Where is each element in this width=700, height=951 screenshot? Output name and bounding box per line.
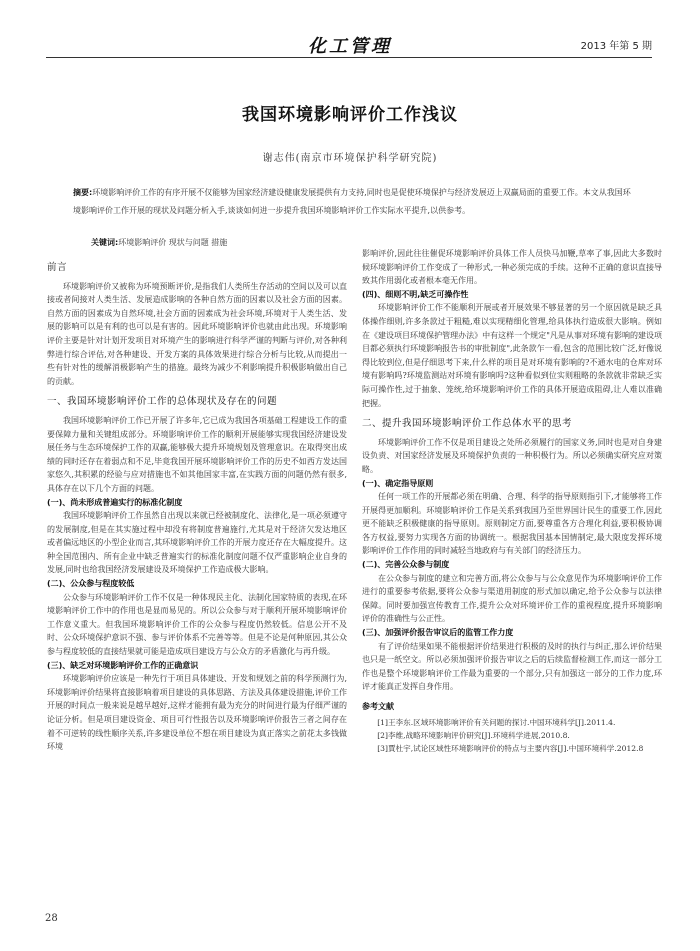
page-header: [46, 33, 652, 57]
subsection-5-heading: (一)、确定指导原则: [362, 478, 434, 488]
section-2-heading: 二、提升我国环境影响评价工作总体水平的思考: [362, 418, 573, 430]
preface-paragraph: 环境影响评价又被称为环境预断评价,是指我们人类所生存活动的空间以及可以直接或者间接对人类生活、发展造成影响的各种自然方面的因素以及社会方面的因素。自然方面的因素成为自然环境,社会方面的因素成为社会环境,环境对于人类生活、发展的影响可以是有利的也可以是有害的。因此环境影响评价也就由此出现。环境影响评价主要是针对计划开发项目对环境产生的影响进行科学严谨的判断与评价,对各种利弊进行综合评估,对各种建设、开发方案的具体效果进行综合分析与比较,从而提出一些有针对性的缓解消极影响产生的措施。最终为减少不利影响提升积极影响做出自己的贡献。: [47, 281, 347, 386]
subsection-2-paragraph: 公众参与环境影响评价工作不仅是一种体现民主化、法制化国家特质的表现,在环境影响评价工作中的作用也是显而易见的。所以公众参与对于顺利开展环境影响评价工作意义重大。但我国环境影响评价工作的公众参与程度仍然较低。信息公开不及时、公众环境保护意识不强、参与评价体系不完善等等。但是不论是何种原因,其公众参与程度较低的直接结果就可能是造成项目建设方与公众方的矛盾激化与再升级。: [47, 592, 347, 657]
references-heading: 参考文献: [362, 702, 394, 711]
subsection-1-paragraph: 我国环境影响评价工作虽然自出现以来就已经被制度化、法律化,是一项必须遵守的发展制度,但是在其实施过程中却没有将制度普遍施行,尤其是对于经济欠发达地区或者偏远地区的小型企业而言,其环境影响评价工作的开展力度还存在大幅度提升。这种全国范围内、所有企业中缺乏普遍实行的标准化制度问题不仅严重影响企业自身的发展,同时也给我国经济发展建设及环境保护工作造成极大影响。: [47, 511, 347, 575]
keywords-text: 环境影响评价 现状与问题 措施: [118, 238, 228, 247]
article-author: 谢志伟(南京市环境保护科学研究院): [262, 153, 438, 164]
keywords-label: 关键词:: [91, 238, 119, 247]
subsection-1-heading: (一)、尚未形成普遍实行的标准化制度: [47, 497, 183, 507]
subsection-3-heading: (三)、缺乏对环境影响评价工作的正确意识: [47, 660, 199, 670]
header-divider: [46, 57, 652, 58]
subsection-7-paragraph: 有了评价结果如果不能根据评价结果进行积极的及时的执行与纠正,那么评价结果也只是一纸空文。所以必须加强评价报告审议之后的后续监督检测工作,而这一部分工作也是整个环境影响评价工作最为重要的一个部分,只有加强这一部分的工作力度,环评才能真正发挥自身作用。: [362, 641, 662, 692]
subsection-4-heading: (四)、细则不明,缺乏可操作性: [362, 289, 469, 299]
subsection-5-paragraph: 任何一项工作的开展都必须在明确、合理、科学的指导原则指引下,才能够将工作开展得更加顺利。环境影响评价工作是关系到我国乃至世界国计民生的重要工作,因此更不能缺乏积极健康的指导原则。原则制定方面,要尊重各方合理化利益,要积极协调各方权益,要努力实现各方面的协调统一。根据我国基本国情制定,最大限度发挥环境影响评价工作作用的同时减轻当地政府与有关部门的经济压力。: [362, 492, 662, 556]
right-column: [362, 247, 662, 756]
reference-item: [1]王李东.区域环境影响评价有关问题的探讨.中国环境科学[J].2011.4.: [377, 717, 616, 727]
subsection-2-heading: (二)、公众参与程度较低: [47, 579, 135, 589]
preface-heading: 前言: [47, 262, 68, 273]
section-1-heading: 一、我国环境影响评价工作的总体现状及存在的问题: [47, 396, 278, 408]
subsection-7-heading: (三)、加强评价报告审议后的监管工作力度: [362, 628, 514, 638]
left-column: [47, 254, 347, 754]
journal-name: 化工管理: [308, 36, 392, 57]
subsection-4-paragraph: 环境影响评价工作不能顺利开展或者开展效果不够显著的另一个原因就是缺乏具体操作细则,许多条款过于粗糙,难以实现精细化管理,给具体执行造成很大影响。例如在《建设项目环境保护管理办法》中有这样一个规定"凡是从事对环境有影响的建设项目都必须执行环境影响报告书的审批制度",此条款乍一看,包含的范围比较广泛,好像说得比较到位,但是仔细思考下来,什么样的项目是对环境有影响的?不通水电的仓库对环境有影响吗?环境监测站对环境有影响吗?这种看似到位实则粗略的条款就非常缺乏实际可操作性,过于抽象、笼统,给环境影响评价工作的具体开展造成阻碍,让人难以准确把握。: [362, 303, 662, 408]
reference-item: [3]賈杜宇,试论区域性环境影响评价的特点与主要内容[J].中国环境科学.2012.8: [377, 744, 644, 754]
section-2-paragraph: 环境影响评价工作不仅是项目建设之处所必须履行的国家义务,同时也是对自身建设负责、对国家经济发展及环境保护负责的一种积极行为。所以必须确实研究应对策略。: [362, 437, 662, 474]
abstract-label: 摘要:: [73, 188, 93, 197]
abstract-text: 环境影响评价工作的有序开展不仅能够为国家经济建设健康发展提供有力支持,同时也是促使环境保护与经济发展迈上双赢局面的重要工作。本文从我国环境影响评价工作开展的现状及问题分析入手,谈谈如何进一步提升我国环境影响评价工作实际水平提升,以供参考。: [73, 188, 631, 215]
issue-label: 2013 年第 5 期: [580, 41, 652, 52]
subsection-6-paragraph: 在公众参与制度的建立和完善方面,将公众参与与公众意见作为环境影响评价工作进行的重要参考依据,要将公众参与渠道用制度的形式加以确定,给予公众参与以法律保障。同时要加强宣传教育工作,提升公众对环境评价工作的重视程度,提升环境影响评价的准确性与公正性。: [362, 573, 662, 624]
article-title: 我国环境影响评价工作浅议: [242, 105, 458, 125]
reference-item: [2]李维,战略环境影响评价研究[J].环境科学进展,2010.8.: [377, 731, 570, 740]
section-1-paragraph: 我国环境影响评价工作已开展了许多年,它已成为我国各项基础工程建设工作的重要保障力量和关键组成部分。环境影响评价工作的顺利开展能够实现我国经济建设发展任务与生态环境保护工作的双赢,能够极大提升环境规划及管理意识。在取得突出成绩的同时还存在着弱点和不足,毕竟我国开展环境影响评价工作的历史不如西方发达国家悠久,其积累的经验与应对措施也不如其他国家丰富,在实践方面的问题仍然有很多,具体存在以下几个方面的问题。: [47, 415, 347, 493]
page-number: 28: [45, 913, 58, 924]
continued-paragraph: 影响评价,因此往往催促环境影响评价具体工作人员快马加鞭,草率了事,因此大多数时候环境影响评价工作变成了一种形式,一种必须完成的手续。这种不正确的意识直接导致其作用弱化或者根本毫无作用。: [362, 249, 662, 286]
subsection-3-paragraph: 环境影响评价应该是一种先行于项目具体建设、开发和规划之前的科学预测行为,环境影响评价结果将直接影响着项目建设的具体思路、方法及具体建设措施,评价工作开展的时间点一般来说是越早越好,这样才能拥有最为充分的时间进行最为仔细严谨的论证分析。但是项目建设资金、项目可行性报告以及环境影响评价报告三者之间存在着不可逆转的线性顺序关系,许多建设单位不想在项目建设为真正落实之前花太多钱做环境: [47, 674, 347, 752]
abstract: [73, 184, 633, 220]
subsection-6-heading: (二)、完善公众参与制度: [362, 560, 450, 570]
